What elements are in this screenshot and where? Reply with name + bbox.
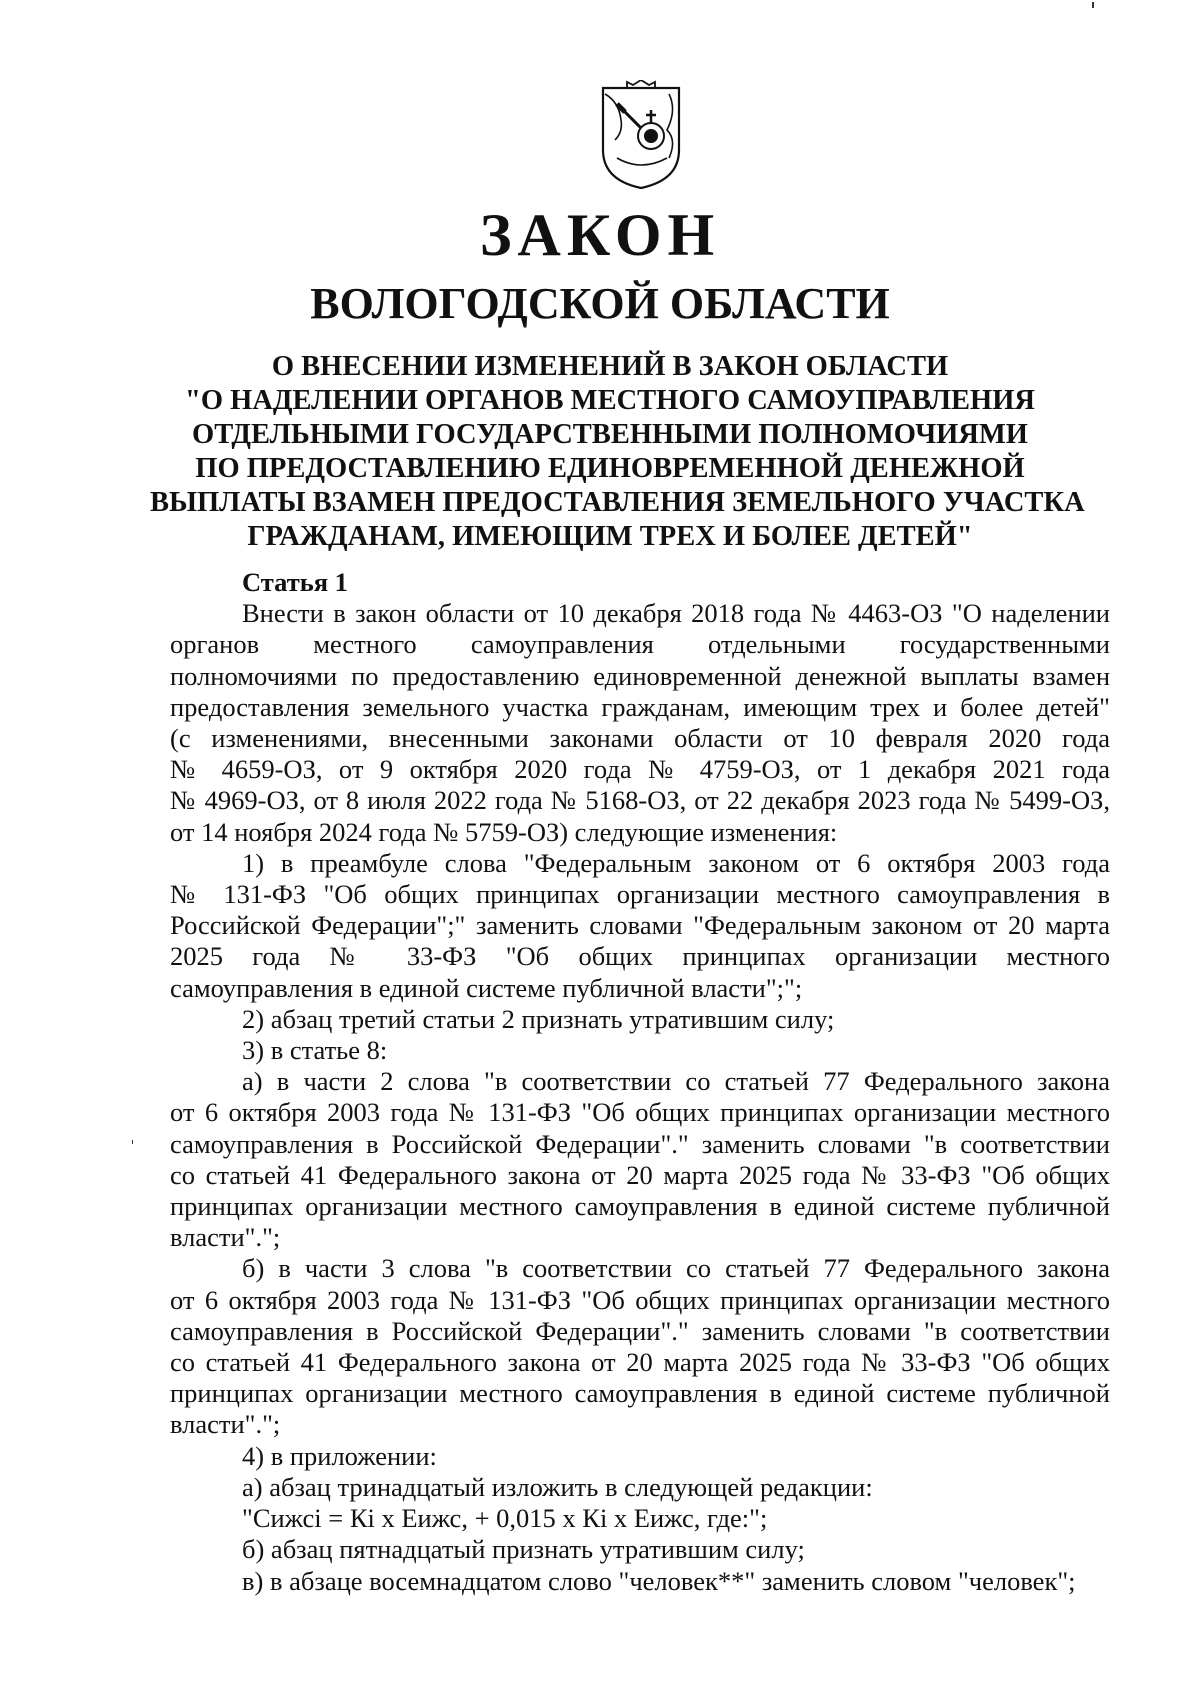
subtitle-line: ПО ПРЕДОСТАВЛЕНИЮ ЕДИНОВРЕМЕННОЙ ДЕНЕЖНОЙ [195,453,1025,484]
body-line: от 14 ноября 2024 года № 5759-ОЗ) следующие изменения: [170,816,838,847]
subtitle-line: ГРАЖДАНАМ, ИМЕЮЩИМ ТРЕХ И БОЛЕЕ ДЕТЕЙ" [247,521,973,552]
body-line: в) в абзаце восемнадцатом слово "человек**" заменить словом "человек"; [242,1565,1076,1596]
body-line: 3) в статье 8: [242,1035,388,1066]
scan-speck [1092,2,1094,8]
subtitle-line: О ВНЕСЕНИИ ИЗМЕНЕНИЙ В ЗАКОН ОБЛАСТИ [271,351,949,382]
body-line: со статьей 41 Федерального закона от 20 марта 2025 года № 33-ФЗ "Об общих [170,1347,1110,1378]
body-line: б) в части 3 слова "в соответствии со статьей 77 Федерального закона [242,1253,1110,1284]
body-line: № 131-ФЗ "Об общих принципах организации местного самоуправления в [170,879,1110,910]
body-line: от 6 октября 2003 года № 131-ФЗ "Об общих принципах организации местного [170,1097,1110,1128]
body-line: Российской Федерации";" заменить словами "Федеральным законом от 20 марта [170,910,1110,941]
body-line: принципах организации местного самоуправления в единой системе публичной [170,1191,1110,1222]
body-line: власти"."; [170,1409,281,1440]
body-line: № 4969-ОЗ, от 8 июля 2022 года № 5168-ОЗ, от 22 декабря 2023 года № 5499-ОЗ, [170,785,1110,816]
body-line: 2025 года № 33-ФЗ "Об общих принципах организации местного [170,941,1110,972]
body-line: предоставления земельного участка гражданам, имеющим трех и более детей" [170,691,1110,722]
scan-speck [132,1140,133,1144]
body-line: б) абзац пятнадцатый признать утратившим силу; [242,1534,805,1565]
body-line: самоуправления в единой системе публичной власти";"; [170,972,803,1003]
body-line: а) абзац тринадцатый изложить в следующей редакции: [242,1471,873,1502]
body-line: органов местного самоуправления отдельными государственными [170,629,1110,660]
body-line: власти"."; [170,1222,281,1253]
subtitle-line: "О НАДЕЛЕНИИ ОРГАНОВ МЕСТНОГО САМОУПРАВЛЕНИЯ [185,385,1035,416]
body-line: "Сижсі = Кі х Еижс, + 0,015 х Кі х Еижс, где:"; [242,1503,768,1534]
coat-of-arms-icon [597,80,685,192]
body-line: самоуправления в Российской Федерации"." заменить словами "в соответствии [170,1128,1110,1159]
subtitle-line: ВЫПЛАТЫ ВЗАМЕН ПРЕДОСТАВЛЕНИЯ ЗЕМЕЛЬНОГО УЧАСТКА [150,487,1085,518]
document-region: ВОЛОГОДСКОЙ ОБЛАСТИ [310,279,890,328]
body-line: Внести в закон области от 10 декабря 2018 года № 4463-ОЗ "О наделении [242,598,1110,629]
law-subtitle [150,350,1085,554]
body-line: принципах организации местного самоуправления в единой системе публичной [170,1378,1110,1409]
body-line: (с изменениями, внесенными законами области от 10 февраля 2020 года [170,723,1110,754]
article-body [170,567,1110,1597]
body-line: 1) в преамбуле слова "Федеральным законом от 6 октября 2003 года [242,847,1110,878]
body-line: 2) абзац третий статьи 2 признать утратившим силу; [242,1003,835,1034]
document-title: ЗАКОН [479,202,721,268]
body-line: № 4659-ОЗ, от 9 октября 2020 года № 4759-ОЗ, от 1 декабря 2021 года [170,754,1110,785]
body-line: а) в части 2 слова "в соответствии со статьей 77 Федерального закона [242,1066,1110,1097]
body-line: 4) в приложении: [242,1440,437,1471]
body-line: полномочиями по предоставлению единовременной денежной выплаты взамен [170,660,1110,691]
subtitle-line: ОТДЕЛЬНЫМИ ГОСУДАРСТВЕННЫМИ ПОЛНОМОЧИЯМИ [192,419,1028,450]
body-line: самоуправления в Российской Федерации"." заменить словами "в соответствии [170,1315,1110,1346]
body-line: со статьей 41 Федерального закона от 20 марта 2025 года № 33-ФЗ "Об общих [170,1159,1110,1190]
body-line: от 6 октября 2003 года № 131-ФЗ "Об общих принципах организации местного [170,1284,1110,1315]
article-heading: Статья 1 [242,567,348,597]
